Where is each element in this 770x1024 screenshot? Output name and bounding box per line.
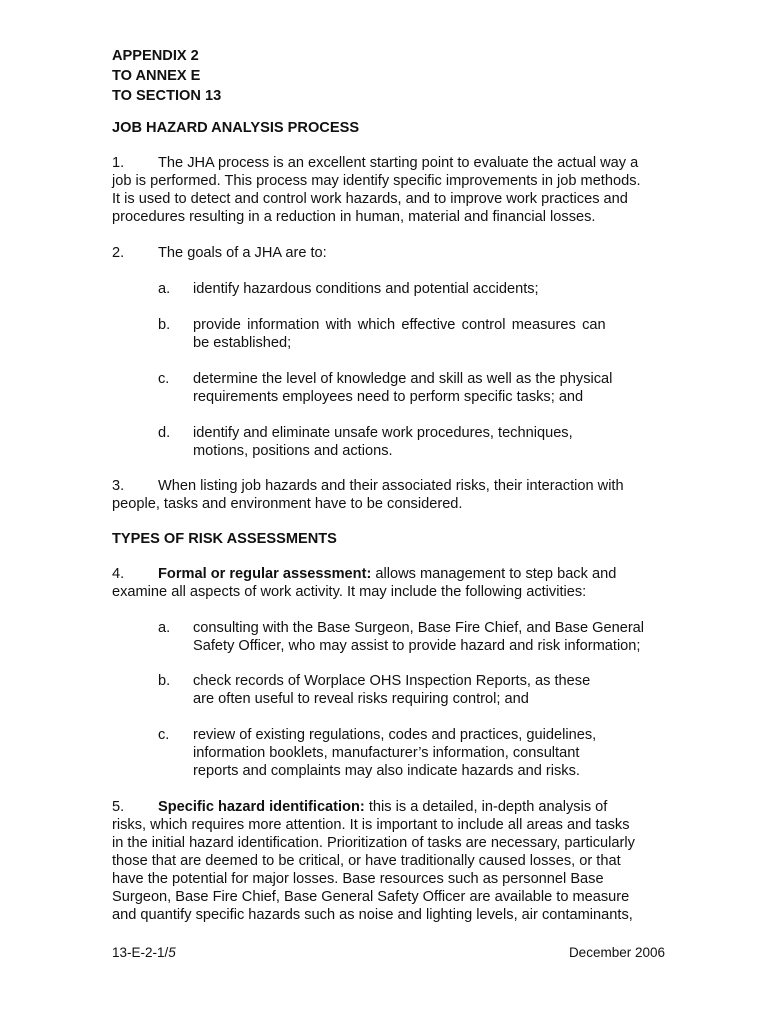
footer-page-id [112, 944, 176, 962]
list-item-text: reports and complaints may also indicate hazards and risks. [193, 763, 580, 779]
paragraph-5-lead-rest: this is a detailed, in-depth analysis of [364, 799, 608, 815]
paragraph-5-bold-lead: Specific hazard identification: [158, 799, 365, 815]
footer-page-id-prefix: 13-E-2-1/ [112, 945, 169, 960]
list-item-letter: b. [158, 673, 171, 689]
paragraph-5-line-3: in the initial hazard identification. Prioritization of tasks are necessary, particularly [112, 835, 635, 851]
paragraph-5-number: 5. [112, 799, 125, 815]
list-item-text: review of existing regulations, codes and practices, guidelines, [193, 727, 597, 743]
list-item-letter: a. [158, 281, 171, 297]
paragraph-5-line-6: Surgeon, Base Fire Chief, Base General Safety Officer are available to measure [112, 889, 630, 905]
list-item-text: be established; [193, 335, 292, 351]
header-line-annex: TO ANNEX E [112, 68, 201, 84]
paragraph-5-line-4: those that are deemed to be critical, or have traditionally caused losses, or that [112, 853, 621, 869]
paragraph-3-line-1: When listing job hazards and their associated risks, their interaction with [158, 478, 624, 494]
paragraph-4 [112, 565, 659, 601]
list-item-text: determine the level of knowledge and skill as well as the physical [193, 371, 613, 387]
list-item-text: Safety Officer, who may assist to provide hazard and risk information; [193, 638, 641, 654]
paragraph-1-number: 1. [112, 155, 125, 171]
paragraph-1-line-2: job is performed. This process may identify specific improvements in job methods. [112, 173, 641, 189]
paragraph-1 [112, 154, 659, 226]
paragraph-4-bold-lead: Formal or regular assessment: [158, 566, 372, 582]
paragraph-2 [112, 244, 659, 262]
section-title-risk-assessments: TYPES OF RISK ASSESSMENTS [112, 531, 337, 547]
list-item-letter: d. [158, 425, 171, 441]
list-item-text: identify and eliminate unsafe work procedures, techniques, [193, 425, 573, 441]
paragraph-5 [112, 798, 659, 924]
list-item-text: consulting with the Base Surgeon, Base Fire Chief, and Base General [193, 620, 645, 636]
list-item-letter: b. [158, 317, 171, 333]
paragraph-4-line-2: examine all aspects of work activity. It may include the following activities: [112, 584, 587, 600]
paragraph-2-number: 2. [112, 245, 125, 261]
paragraph-4-number: 4. [112, 566, 125, 582]
footer-date: December 2006 [568, 945, 665, 960]
paragraph-2-text: The goals of a JHA are to: [158, 245, 327, 261]
paragraph-5-line-7: and quantify specific hazards such as noise and lighting levels, air contaminants, [112, 907, 633, 923]
list-item-text: provide information with which effective control measures can [193, 317, 606, 333]
list-item-letter: c. [158, 727, 170, 743]
section-title-jha-process: JOB HAZARD ANALYSIS PROCESS [112, 120, 360, 136]
footer-page-id-total: 5 [168, 945, 176, 960]
list-item-letter: a. [158, 620, 171, 636]
paragraph-5-line-5: have the potential for major losses. Base resources such as personnel Base [112, 871, 604, 887]
paragraph-4-lead-rest: allows management to step back and [371, 566, 617, 582]
list-item-letter: c. [158, 371, 170, 387]
paragraph-1-line-1: The JHA process is an excellent starting point to evaluate the actual way a [158, 155, 639, 171]
list-item-text: are often useful to reveal risks requiring control; and [193, 691, 529, 707]
list-item-text: motions, positions and actions. [193, 443, 393, 459]
header-line-appendix: APPENDIX 2 [112, 48, 199, 64]
paragraph-1-line-3: It is used to detect and control work hazards, and to improve work practices and [112, 191, 628, 207]
header-line-section: TO SECTION 13 [112, 88, 222, 104]
paragraph-5-line-2: risks, which requires more attention. It is important to include all areas and tasks [112, 817, 630, 833]
paragraph-3 [112, 477, 659, 513]
list-item-text: requirements employees need to perform specific tasks; and [193, 389, 584, 405]
list-item-text: identify hazardous conditions and potential accidents; [193, 281, 539, 297]
paragraph-3-line-2: people, tasks and environment have to be considered. [112, 496, 463, 512]
document-header [112, 46, 221, 106]
list-item-text: check records of Worplace OHS Inspection Reports, as these [193, 673, 591, 689]
paragraph-1-line-4: procedures resulting in a reduction in human, material and financial losses. [112, 209, 596, 225]
list-item-text: information booklets, manufacturer’s information, consultant [193, 745, 580, 761]
paragraph-3-number: 3. [112, 478, 125, 494]
